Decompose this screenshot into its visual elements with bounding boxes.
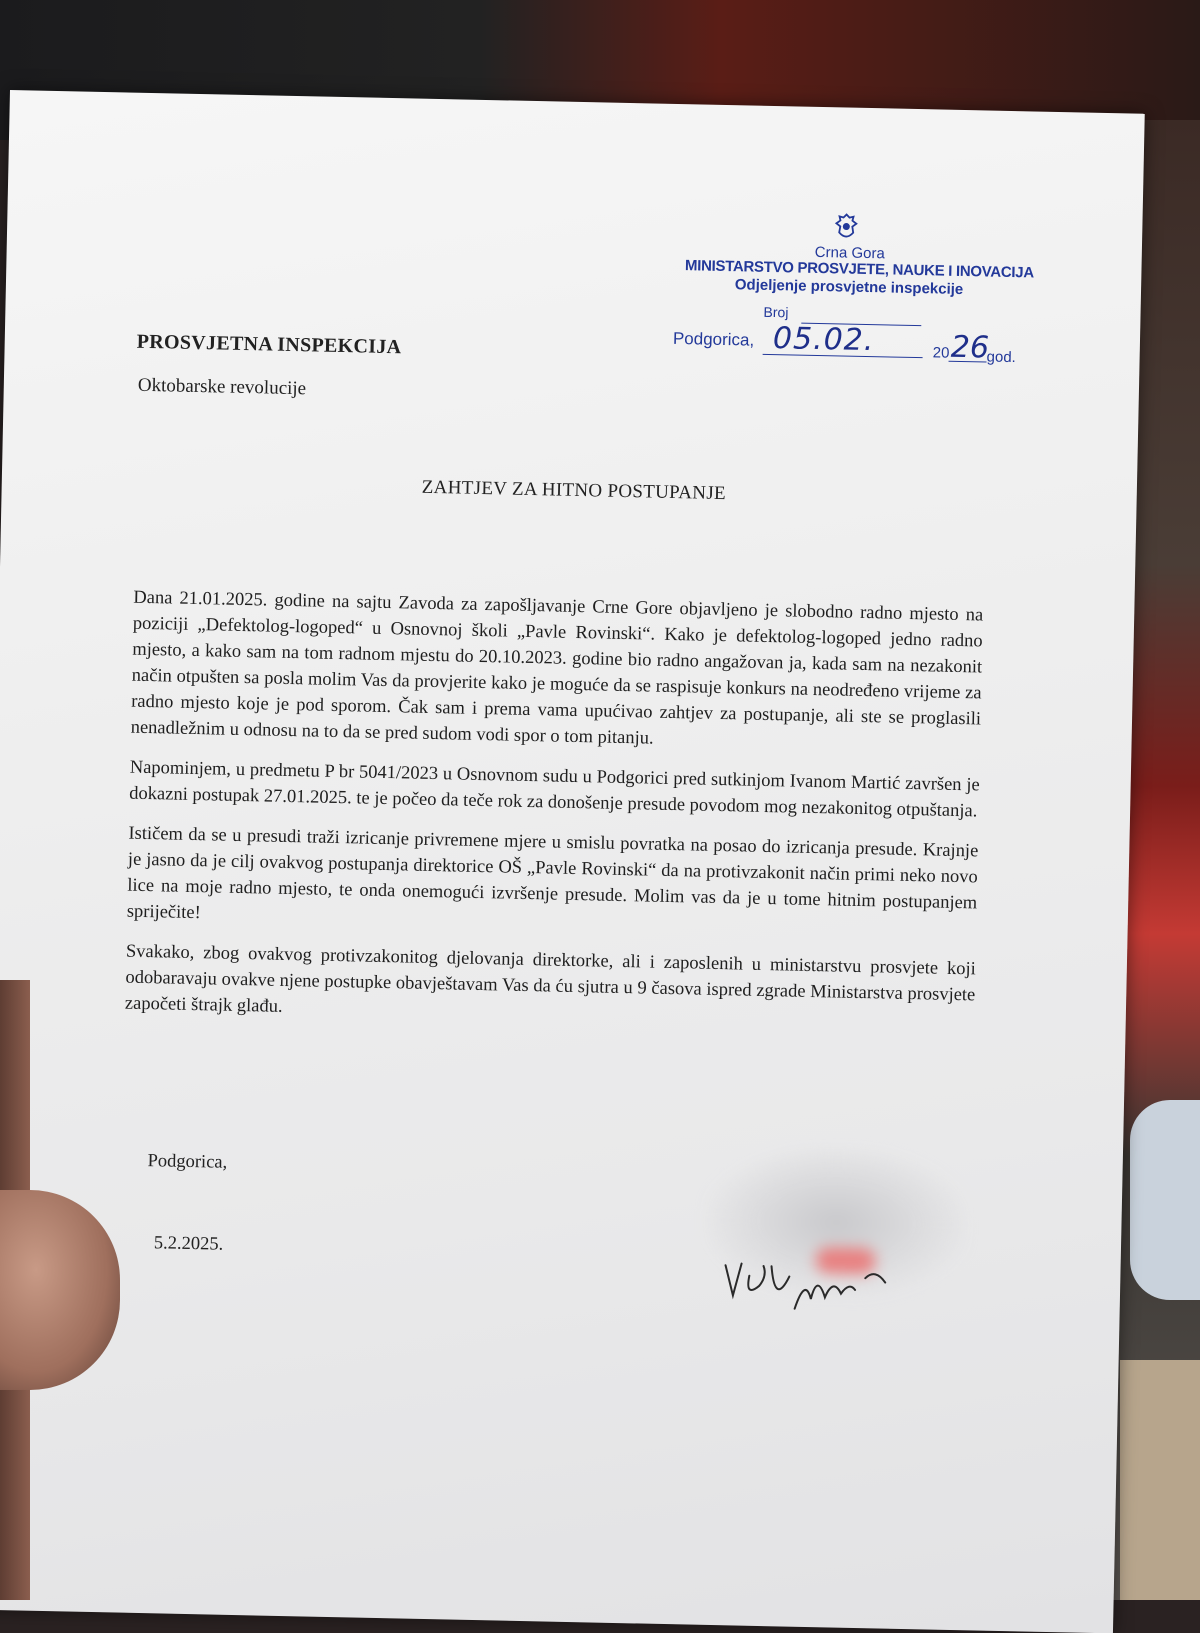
- stamp-city: Podgorica,: [672, 328, 755, 350]
- stamp-year-prefix: 20: [932, 344, 950, 362]
- coat-of-arms-icon: [833, 212, 860, 243]
- stamp-number-label: Broj: [763, 303, 789, 321]
- paragraph-1: Dana 21.01.2025. godine na sajtu Zavoda za zapošljavanje Crne Gore objavljeno je slobodno radno mjesto na poziciji „Defektolog-logoped“ u Osnovnoj školi „Pavle Rovinski“. Kako je defektolog-logoped jedno radno mjesto, a kako sam na tom radnom mjestu do 20.10.2023. godine bio radno angažovan ja, kada sam na nezakonit način otpušten sa posla molim Vas da provjerite kako je moguće da se raspisuje konkurs na neodređeno vrijeme za radno mjesto koje je pod sporom. Čak sam i prema vama upućivao zahtjev za postupanje, ali ste se proglasili nenadležnim u odnosu na to da se pred sudom vodi spor o tom pitanju.: [130, 587, 984, 749]
- background-bottle: [1130, 1100, 1200, 1300]
- stamp-date-handwritten: 05.02.: [772, 321, 875, 359]
- letter-body: [124, 585, 983, 1049]
- receipt-stamp: [672, 209, 1046, 367]
- background-box: [1120, 1360, 1200, 1600]
- stamp-year-suffix: god.: [986, 348, 1016, 367]
- closing-date: 5.2.2025.: [153, 1233, 224, 1255]
- recipient-name: PROSVJETNA INSPEKCIJA: [136, 330, 402, 359]
- letter-subject: ZAHTJEV ZA HITNO POSTUPANJE: [421, 476, 727, 505]
- paragraph-2: Napominjem, u predmetu P br 5041/2023 u Osnovnom sudu u Podgorici pred sutkinjom Ivanom Martić završen je dokazni postupak 27.01.2025. te je počeo da teče rok za donošenje presude povodom mog nezakonitog otpuštanja.: [129, 757, 980, 822]
- signature-image: [714, 1235, 936, 1330]
- recipient-address: Oktobarske revolucije: [137, 374, 307, 400]
- stamp-department: Odjeljenje prosvjetne inspekcije: [734, 276, 964, 299]
- stamp-country: Crna Gora: [814, 243, 885, 263]
- stamp-year-handwritten: 26: [950, 329, 990, 366]
- paragraph-3: Ističem da se u presudi traži izricanje privremene mjere u smislu povratka na posao do izricanja presude. Krajnje je jasno da je cilj ovakvog postupanja direktorice OŠ „Pavle Rovinski“ da na protivzakonit način primi neko novo lice na moje radno mjesto, te onda onemogući izvršenje presude. Molim vas da je u tome hitnim postupanjem spriječite!: [126, 823, 979, 924]
- letter-paper: [0, 90, 1145, 1633]
- closing-place: Podgorica,: [147, 1151, 228, 1173]
- paragraph-4: Svakako, zbog ovakvog protivzakonitog djelovanja direktorke, ali i zaposlenih u ministarstvu prosvjete koji odobaravaju ovakve njene postupke obavještavam Vas da ću sjutra u 9 časova ispred zgrade Ministarstva prosvjete započeti štrajk glađu.: [124, 941, 977, 1017]
- stamp-ministry: MINISTARSTVO PROSVJETE, NAUKE I INOVACIJA: [684, 257, 1034, 282]
